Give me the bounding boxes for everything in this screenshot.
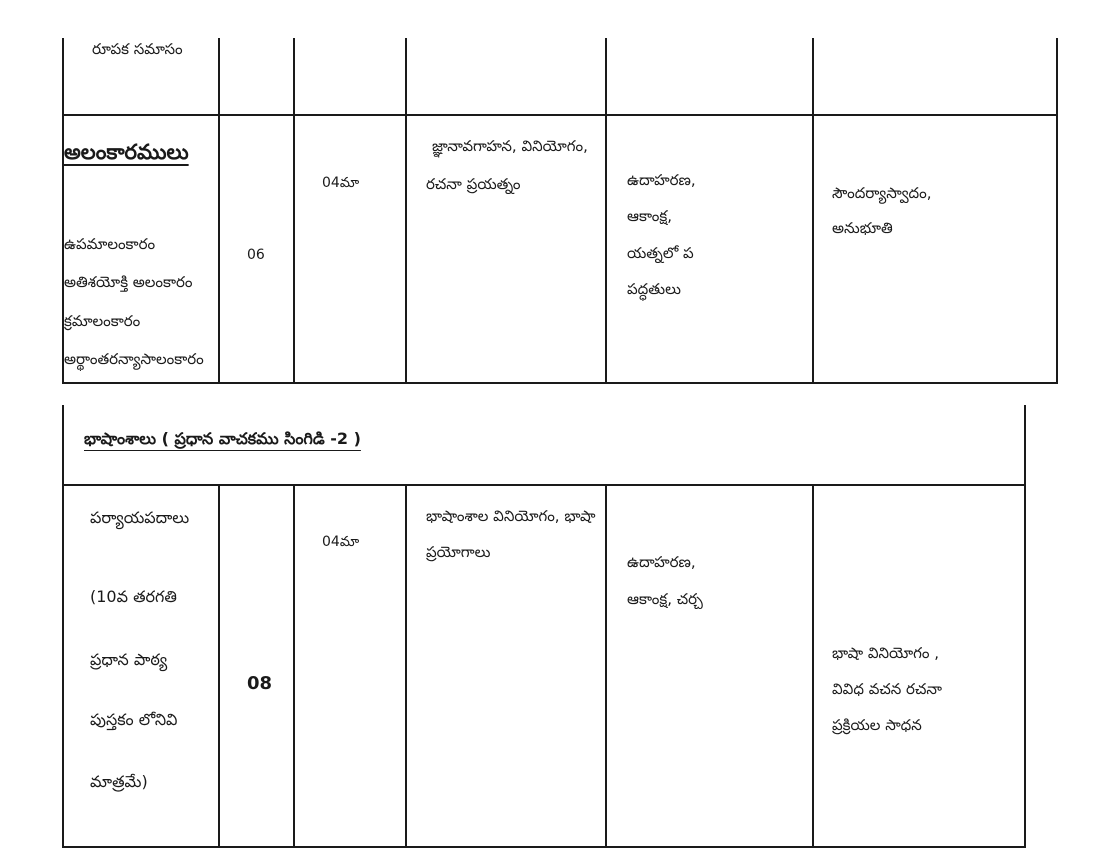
- table1-col-border: [605, 38, 607, 384]
- methods-line: ఆకాంక్ష,: [627, 207, 673, 225]
- table2-col-border: [1024, 405, 1026, 848]
- table2-col-border: [218, 484, 220, 848]
- table1-row-divider: [62, 114, 1058, 116]
- table2-col-border: [293, 484, 295, 848]
- outcomes-line: సౌందర్యాస్వాదం,: [832, 184, 932, 202]
- methods-line: ఉదాహరణ,: [627, 171, 696, 189]
- table1-col-border: [293, 38, 295, 384]
- table2-row-divider: [62, 484, 1026, 486]
- skills-line: భాషాంశాల వినియోగం, భాషా: [426, 507, 596, 525]
- topic-item: అతిశయోక్తి అలంకారం: [64, 273, 193, 291]
- table2-col-border: [405, 484, 407, 848]
- table1-col-border: [218, 38, 220, 384]
- section-heading: అలంకారములు: [64, 140, 189, 164]
- topic-cell: రూపక సమాసం: [92, 40, 183, 58]
- month-cell: 04మా: [322, 534, 360, 550]
- table2-col-border: [812, 484, 814, 848]
- table1-col-border: [812, 38, 814, 384]
- month-cell: 04మా: [322, 175, 360, 191]
- section-heading: భాషాంశాలు ( ప్రధాన వాచకము సింగిడి -2 ): [84, 429, 361, 448]
- table2-bottom-border: [62, 846, 1026, 848]
- table1-col-border: [1056, 38, 1058, 384]
- outcomes-line: అనుభూతి: [832, 219, 893, 237]
- topic-item: ఉపమాలంకారం: [64, 235, 156, 253]
- methods-line: పద్ధతులు: [627, 280, 681, 298]
- methods-line: ఉదాహరణ,: [627, 553, 696, 571]
- topic-line: ప్రధాన పాఠ్య: [90, 650, 168, 669]
- topic-item: అర్థాంతరన్యాసాలంకారం: [64, 350, 204, 368]
- table2-col-border: [62, 405, 64, 848]
- table1-col-border: [62, 38, 64, 384]
- topic-line: పర్యాయపదాలు: [90, 508, 190, 527]
- skills-line: జ్ఞానావగాహన, వినియోగం,: [432, 137, 588, 155]
- table2-col-border: [605, 484, 607, 848]
- topic-line: (10వ తరగతి: [90, 587, 177, 606]
- methods-line: ఆకాంక్ష, చర్చ: [627, 590, 703, 608]
- outcomes-line: భాషా వినియోగం ,: [832, 644, 940, 662]
- skills-line: రచనా ప్రయత్నం: [426, 175, 521, 193]
- outcomes-line: ప్రక్రియల సాధన: [832, 716, 922, 734]
- topic-line: మాత్రమే): [90, 772, 148, 791]
- outcomes-line: వివిధ వచన రచనా: [832, 680, 942, 698]
- skills-line: ప్రయోగాలు: [426, 543, 491, 561]
- periods-cell: 08: [247, 673, 273, 694]
- table1-bottom-border: [62, 382, 1058, 384]
- topic-item: క్రమాలంకారం: [64, 312, 141, 330]
- topic-line: పుస్తకం లోనివి: [90, 710, 178, 729]
- methods-line: యత్నలో ప: [627, 244, 694, 262]
- table1-col-border: [405, 38, 407, 384]
- periods-cell: 06: [247, 247, 265, 263]
